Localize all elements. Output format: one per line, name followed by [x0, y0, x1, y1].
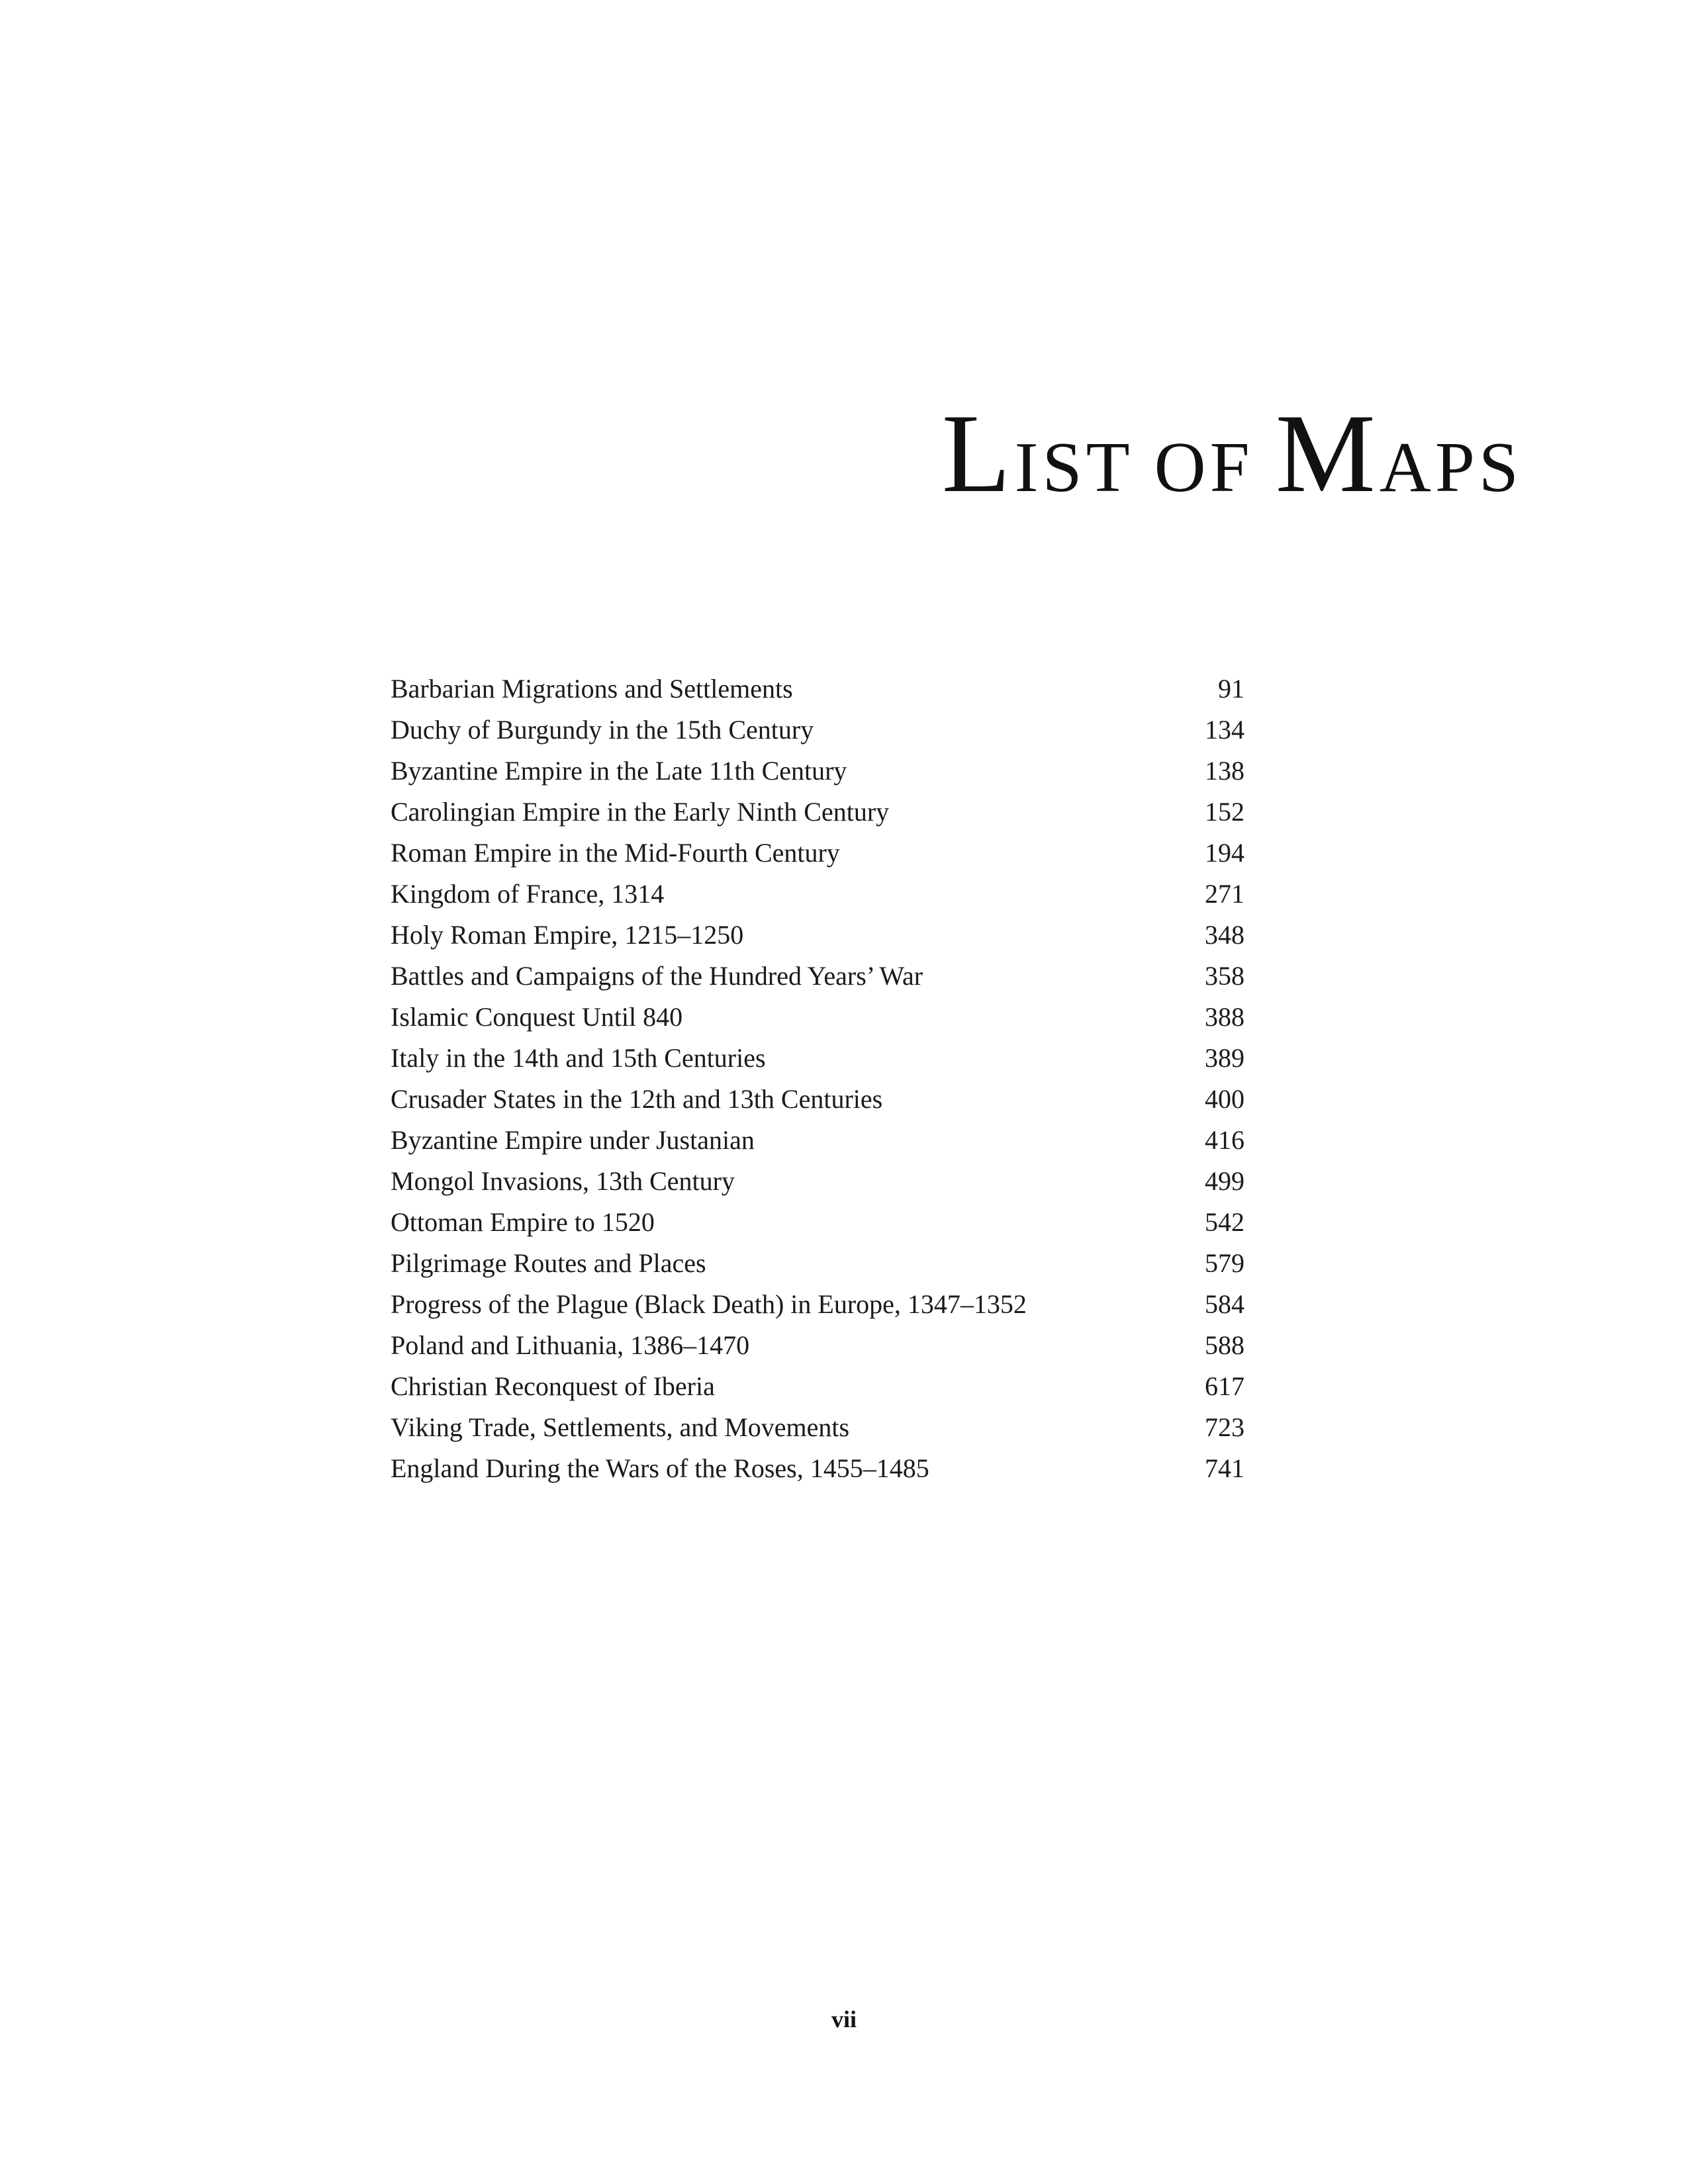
- map-page-number: 579: [1205, 1248, 1244, 1278]
- map-title: Progress of the Plague (Black Death) in Europe, 1347–1352: [391, 1289, 1027, 1319]
- map-title: Holy Roman Empire, 1215–1250: [391, 920, 744, 950]
- map-page-number: 542: [1205, 1207, 1244, 1237]
- map-title: Roman Empire in the Mid-Fourth Century: [391, 838, 840, 868]
- title-word-of: OF: [1154, 428, 1254, 507]
- map-page-number: 134: [1205, 715, 1244, 745]
- map-page-number: 348: [1205, 920, 1244, 950]
- map-entry: [391, 1079, 1244, 1120]
- map-title: England During the Wars of the Roses, 1455–1485: [391, 1453, 929, 1483]
- map-page-number: 584: [1205, 1289, 1244, 1319]
- map-title: Ottoman Empire to 1520: [391, 1207, 655, 1237]
- map-title: Christian Reconquest of Iberia: [391, 1371, 715, 1401]
- map-entry: [391, 997, 1244, 1038]
- map-entry: [391, 915, 1244, 956]
- map-entry: [391, 668, 1244, 709]
- title-initial-m: M: [1275, 391, 1380, 516]
- map-page-number: 741: [1205, 1453, 1244, 1483]
- map-entry: [391, 1038, 1244, 1079]
- map-title: Mongol Invasions, 13th Century: [391, 1166, 735, 1196]
- map-page-number: 388: [1205, 1002, 1244, 1032]
- map-page-number: 400: [1205, 1084, 1244, 1114]
- map-title: Battles and Campaigns of the Hundred Years’ War: [391, 961, 923, 991]
- map-entry: [391, 751, 1244, 792]
- map-entry: [391, 1366, 1244, 1407]
- map-title: Carolingian Empire in the Early Ninth Century: [391, 797, 890, 827]
- map-title: Crusader States in the 12th and 13th Centuries: [391, 1084, 883, 1114]
- title-initial-l: L: [941, 391, 1015, 516]
- map-page-number: 416: [1205, 1125, 1244, 1155]
- map-entry: [391, 874, 1244, 915]
- map-title: Poland and Lithuania, 1386–1470: [391, 1330, 750, 1360]
- map-entry: [391, 1161, 1244, 1202]
- map-page-number: 723: [1205, 1412, 1244, 1442]
- title-word-ist: IST: [1014, 428, 1133, 507]
- map-entry: [391, 709, 1244, 751]
- map-entry: [391, 1407, 1244, 1448]
- map-title: Byzantine Empire under Justanian: [391, 1125, 755, 1155]
- map-page-number: 152: [1205, 797, 1244, 827]
- map-page-number: 138: [1205, 756, 1244, 786]
- map-page-number: 499: [1205, 1166, 1244, 1196]
- map-entry: [391, 1325, 1244, 1366]
- map-page-number: 271: [1205, 879, 1244, 909]
- map-page-number: 617: [1205, 1371, 1244, 1401]
- page-number: vii: [831, 2006, 857, 2032]
- map-page-number: 358: [1205, 961, 1244, 991]
- map-page-number: 588: [1205, 1330, 1244, 1360]
- map-title: Pilgrimage Routes and Places: [391, 1248, 706, 1278]
- map-page-number: 194: [1205, 838, 1244, 868]
- map-entry: [391, 1243, 1244, 1284]
- map-title: Barbarian Migrations and Settlements: [391, 674, 793, 704]
- map-entry: [391, 1284, 1244, 1325]
- map-entry: [391, 792, 1244, 833]
- title-word-aps: APS: [1379, 428, 1523, 507]
- map-title: Italy in the 14th and 15th Centuries: [391, 1043, 766, 1073]
- map-title: Duchy of Burgundy in the 15th Century: [391, 715, 814, 745]
- map-entry: [391, 833, 1244, 874]
- map-entry: [391, 1202, 1244, 1243]
- map-entry: [391, 956, 1244, 997]
- map-title: Byzantine Empire in the Late 11th Century: [391, 756, 847, 786]
- map-entry: [391, 1120, 1244, 1161]
- map-title: Islamic Conquest Until 840: [391, 1002, 683, 1032]
- map-title: Viking Trade, Settlements, and Movements: [391, 1412, 850, 1442]
- map-entry: [391, 1448, 1244, 1489]
- map-title: Kingdom of France, 1314: [391, 879, 665, 909]
- map-page-number: 389: [1205, 1043, 1244, 1073]
- list-of-maps: [391, 668, 1244, 1489]
- map-page-number: 91: [1218, 674, 1244, 704]
- page-title: [941, 391, 1523, 516]
